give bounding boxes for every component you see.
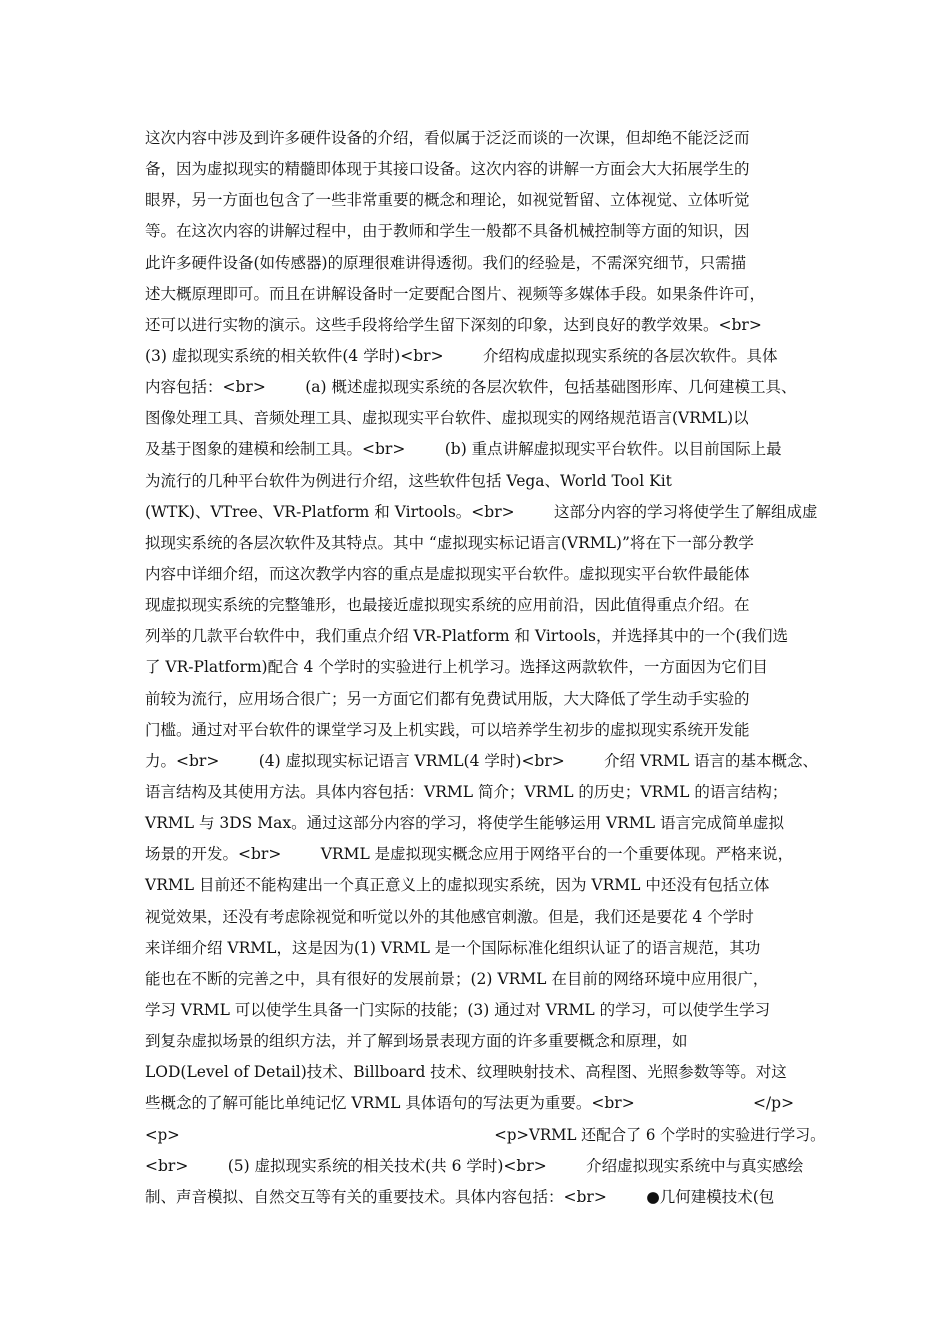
text-line: 图像处理工具、音频处理工具、虚拟现实平台软件、虚拟现实的网络规范语言(VRML)以	[145, 409, 749, 428]
body-text	[145, 123, 825, 1213]
text-line: 视觉效果，还没有考虑除视觉和听觉以外的其他感官刺激。但是，我们还是要花 4 个学时	[145, 907, 754, 926]
text-line: 备，因为虚拟现实的精髓即体现于其接口设备。这次内容的讲解一方面会大大拓展学生的	[145, 160, 750, 179]
text-line: 眼界，另一方面也包含了一些非常重要的概念和理论，如视觉暂留、立体视觉、立体听觉	[145, 191, 750, 210]
text-line: (WTK)、VTree、VR-Platform 和 Virtools。<br> 这部分内容的学习将使学生了解组成虚	[145, 502, 818, 521]
text-line: 制、声音模拟、自然交互等有关的重要技术。具体内容包括：<br> ●几何建模技术(包	[145, 1187, 775, 1206]
text-line: <br> (5) 虚拟现实系统的相关技术(共 6 学时)<br> 介绍虚拟现实系统中与真实感绘	[145, 1156, 804, 1175]
text-line: 这次内容中涉及到许多硬件设备的介绍，看似属于泛泛而谈的一次课，但却绝不能泛泛而	[145, 129, 750, 147]
text-line: 门槛。通过对平台软件的课堂学习及上机实践，可以培养学生初步的虚拟现实系统开发能	[145, 720, 750, 739]
text-line: 能也在不断的完善之中，具有很好的发展前景；(2) VRML 在目前的网络环境中应用很广，	[145, 969, 769, 988]
text-line: 等。在这次内容的讲解过程中，由于教师和学生一般都不具备机械控制等方面的知识，因	[145, 222, 750, 241]
text-line: 场景的开发。<br> VRML 是虚拟现实概念应用于网络平台的一个重要体现。严格来说，	[145, 845, 794, 864]
text-line: VRML 目前还不能构建出一个真正意义上的虚拟现实系统，因为 VRML 中还没有包括立体	[145, 876, 770, 895]
text-line: 述大概原理即可。而且在讲解设备时一定要配合图片、视频等多媒体手段。如果条件许可，	[145, 284, 766, 303]
text-line: (3) 虚拟现实系统的相关软件(4 学时)<br> 介绍构成虚拟现实系统的各层次软件。具体	[145, 346, 778, 365]
text-line: VRML 与 3DS Max。通过这部分内容的学习，将使学生能够运用 VRML 语言完成简单虚拟	[145, 814, 784, 833]
text-line: 前较为流行，应用场合很广；另一方面它们都有免费试用版，大大降低了学生动手实验的	[145, 689, 750, 708]
text-line: 及基于图象的建模和绘制工具。<br> (b) 重点讲解虚拟现实平台软件。以目前国际上最	[145, 440, 782, 459]
text-line: 来详细介绍 VRML，这是因为(1) VRML 是一个国际标准化组织认证了的语言规范，其功	[145, 938, 761, 957]
text-line: 到复杂虚拟场景的组织方法，并了解到场景表现方面的许多重要概念和原理，如	[145, 1032, 688, 1051]
text-line: 了 VR-Platform)配合 4 个学时的实验进行上机学习。选择这两款软件，一方面因为它们目	[145, 658, 768, 677]
text-line: 现虚拟现实系统的完整雏形，也最接近虚拟现实系统的应用前沿，因此值得重点介绍。在	[145, 596, 750, 615]
text-line: 语言结构及其使用方法。具体内容包括：VRML 简介；VRML 的历史；VRML 的语言结构；	[145, 782, 788, 801]
text-line: LOD(Level of Detail)技术、Billboard 技术、纹理映射技术、高程图、光照参数等等。对这	[145, 1063, 787, 1082]
text-line: 为流行的几种平台软件为例进行介绍，这些软件包括 Vega、World Tool Kit	[145, 471, 672, 490]
text-line: 些概念的了解可能比单纯记忆 VRML 具体语句的写法更为重要。<br> </p>	[145, 1094, 795, 1113]
text-line: 内容中详细介绍，而这次教学内容的重点是虚拟现实平台软件。虚拟现实平台软件最能体	[145, 564, 750, 583]
text-line: <p> <p>VRML 还配合了 6 个学时的实验进行学习。	[145, 1125, 826, 1144]
text-line: 拟现实系统的各层次软件及其特点。其中 “虚拟现实标记语言(VRML)”将在下一部分教学	[145, 533, 754, 552]
text-line: 力。<br> (4) 虚拟现实标记语言 VRML(4 学时)<br> 介绍 VRML 语言的基本概念、	[145, 751, 819, 770]
text-line: 列举的几款平台软件中，我们重点介绍 VR-Platform 和 Virtools，并选择其中的一个(我们选	[145, 627, 789, 646]
text-line: 内容包括：<br> (a) 概述虚拟现实系统的各层次软件，包括基础图形库、几何建模工具、	[145, 378, 797, 397]
text-line: 此许多硬件设备(如传感器)的原理很难讲得透彻。我们的经验是，不需深究细节，只需描	[145, 253, 747, 272]
text-line: 还可以进行实物的演示。这些手段将给学生留下深刻的印象，达到良好的教学效果。<br>	[145, 315, 762, 334]
text-line: 学习 VRML 可以使学生具备一门实际的技能；(3) 通过对 VRML 的学习，可以使学生学习	[145, 1000, 771, 1019]
